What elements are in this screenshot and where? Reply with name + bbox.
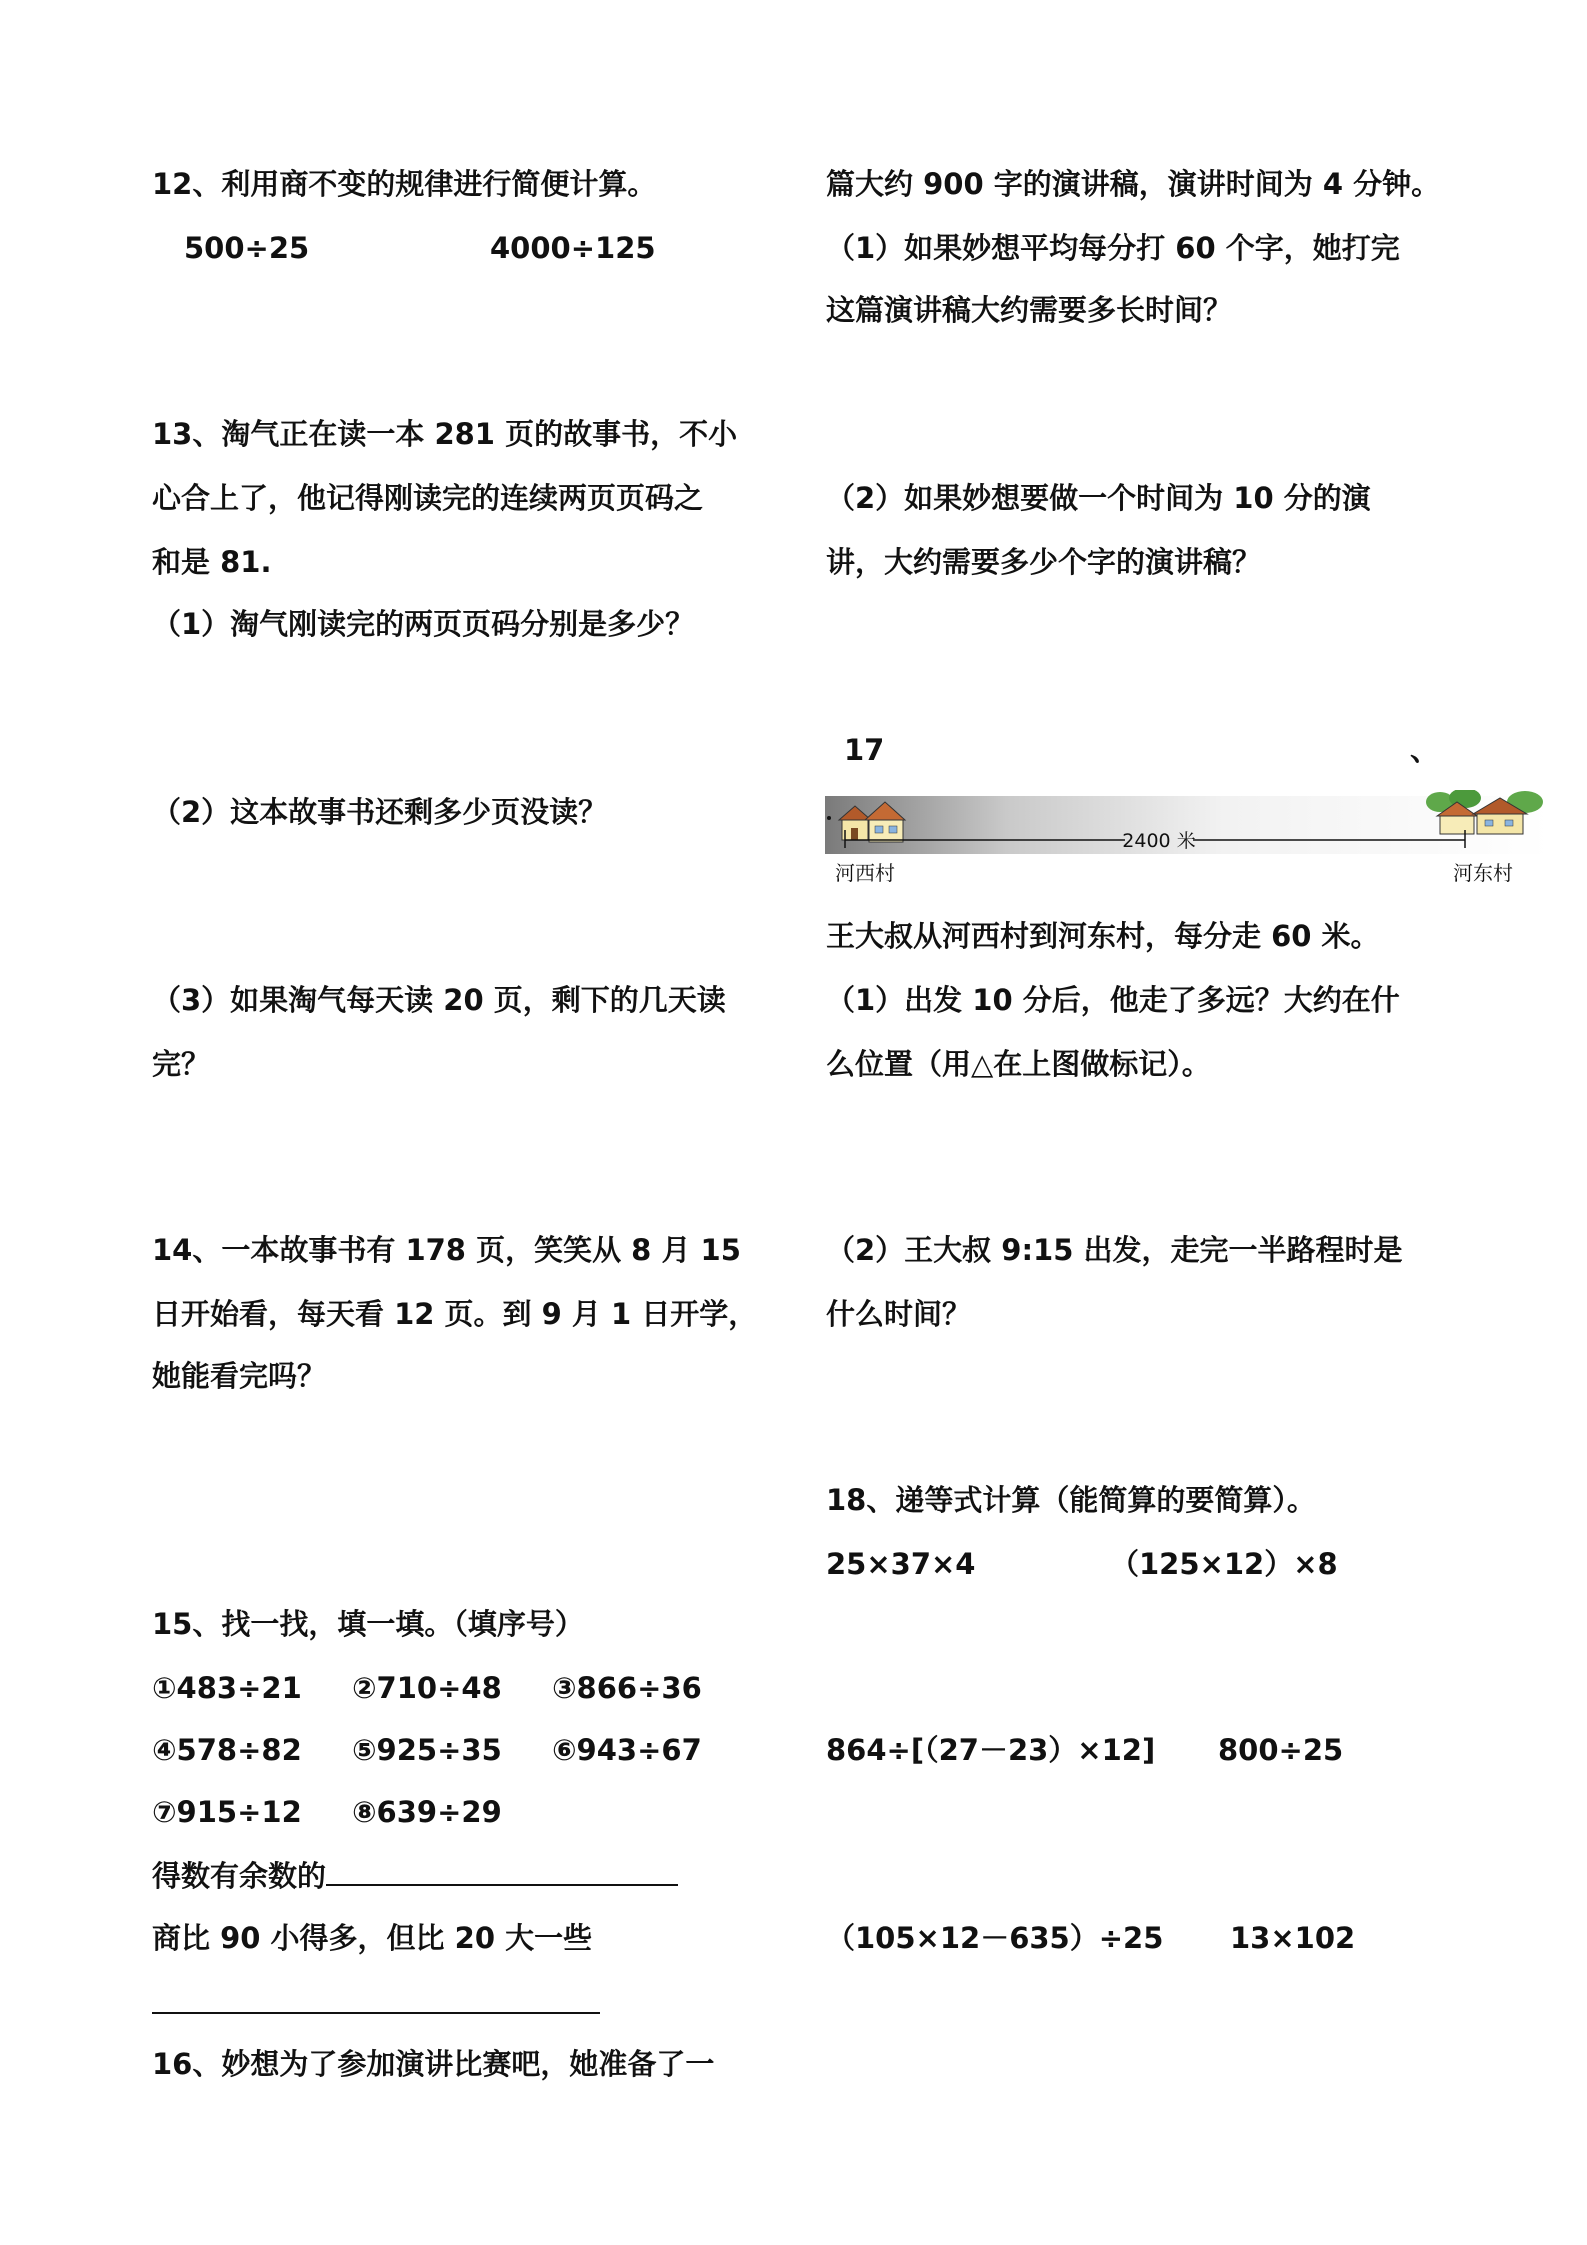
q13-line-3: 和是 81. [152,545,272,579]
q15-item-7: ⑦915÷12 [152,1795,302,1829]
q16-part-2-line-2: 讲，大约需要多少个字的演讲稿？ [826,545,1262,579]
q18-expr-2: （125×12）×8 [1110,1547,1338,1581]
q12-expr-1: 500÷25 [184,231,310,265]
q14-line-2: 日开始看，每天看 12 页。到 9 月 1 日开学， [152,1297,758,1331]
q18-title: 18、递等式计算（能简算的要简算）。 [826,1483,1316,1517]
q16-line-2: 篇大约 900 字的演讲稿，演讲时间为 4 分钟。 [826,167,1441,201]
route-dot [827,816,831,820]
q15-item-5: ⑤925÷35 [352,1733,502,1767]
q12-expr-2: 4000÷125 [490,231,656,265]
q13-part-2: （2）这本故事书还剩多少页没读？ [152,795,608,829]
q15-title: 15、找一找，填一填。（填序号） [152,1607,584,1641]
q17-route-figure [825,790,1550,890]
q17-mark: 、 [1410,733,1440,767]
q17-line-1: 王大叔从河西村到河东村，每分走 60 米。 [826,919,1380,953]
right-village-label: 河东村 [1453,861,1513,885]
q13-line-1: 13、淘气正在读一本 281 页的故事书，不小 [152,417,738,451]
q18-expr-6: 13×102 [1230,1921,1356,1955]
q15-item-4: ④578÷82 [152,1733,302,1767]
q15-item-1: ①483÷21 [152,1671,302,1705]
q16-part-1-line-1: （1）如果妙想平均每分打 60 个字，她打完 [826,231,1400,265]
q14-line-1: 14、一本故事书有 178 页，笑笑从 8 月 15 [152,1233,741,1267]
q16-part-1-line-2: 这篇演讲稿大约需要多长时间？ [826,293,1233,327]
q17-part-2-line-2: 什么时间？ [826,1297,972,1331]
q15-fill-remainder-blank[interactable] [326,1856,678,1886]
q16-line-1: 16、妙想为了参加演讲比赛吧，她准备了一 [152,2047,715,2081]
q13-line-2: 心合上了，他记得刚读完的连续两页页码之 [152,481,704,515]
q15-item-8: ⑧639÷29 [352,1795,502,1829]
q13-part-1: （1）淘气刚读完的两页页码分别是多少？ [152,607,695,641]
q12-title: 12、利用商不变的规律进行简便计算。 [152,167,657,201]
q17-part-2-line-1: （2）王大叔 9:15 出发，走完一半路程时是 [826,1233,1403,1267]
q15-fill-remainder [152,1856,678,1896]
q18-expr-1: 25×37×4 [826,1547,976,1581]
q13-part-3-line-1: （3）如果淘气每天读 20 页，剩下的几天读 [152,983,726,1017]
q18-expr-3: 864÷[（27－23）×12] [826,1733,1156,1767]
q18-expr-4: 800÷25 [1218,1733,1344,1767]
q15-item-3: ③866÷36 [552,1671,702,1705]
route-distance-label: 2400 米 [1122,830,1196,852]
q18-expr-5: （105×12－635）÷25 [826,1921,1164,1955]
q15-fill-quotient: 商比 90 小得多，但比 20 大一些 [152,1921,593,1955]
q15-fill-quotient-blank[interactable] [152,1984,600,2014]
q17-part-1-line-2: 么位置（用△在上图做标记）。 [826,1047,1211,1081]
q13-part-3-line-2: 完？ [152,1047,211,1081]
q15-item-6: ⑥943÷67 [552,1733,702,1767]
q16-part-2-line-1: （2）如果妙想要做一个时间为 10 分的演 [826,481,1371,515]
q17-number: 17 [844,733,885,767]
q17-part-1-line-1: （1）出发 10 分后，他走了多远？大约在什 [826,983,1400,1017]
q15-fill-remainder-label: 得数有余数的 [152,1859,327,1893]
left-village-label: 河西村 [835,861,895,885]
q15-item-2: ②710÷48 [352,1671,502,1705]
q14-line-3: 她能看完吗？ [152,1359,327,1393]
